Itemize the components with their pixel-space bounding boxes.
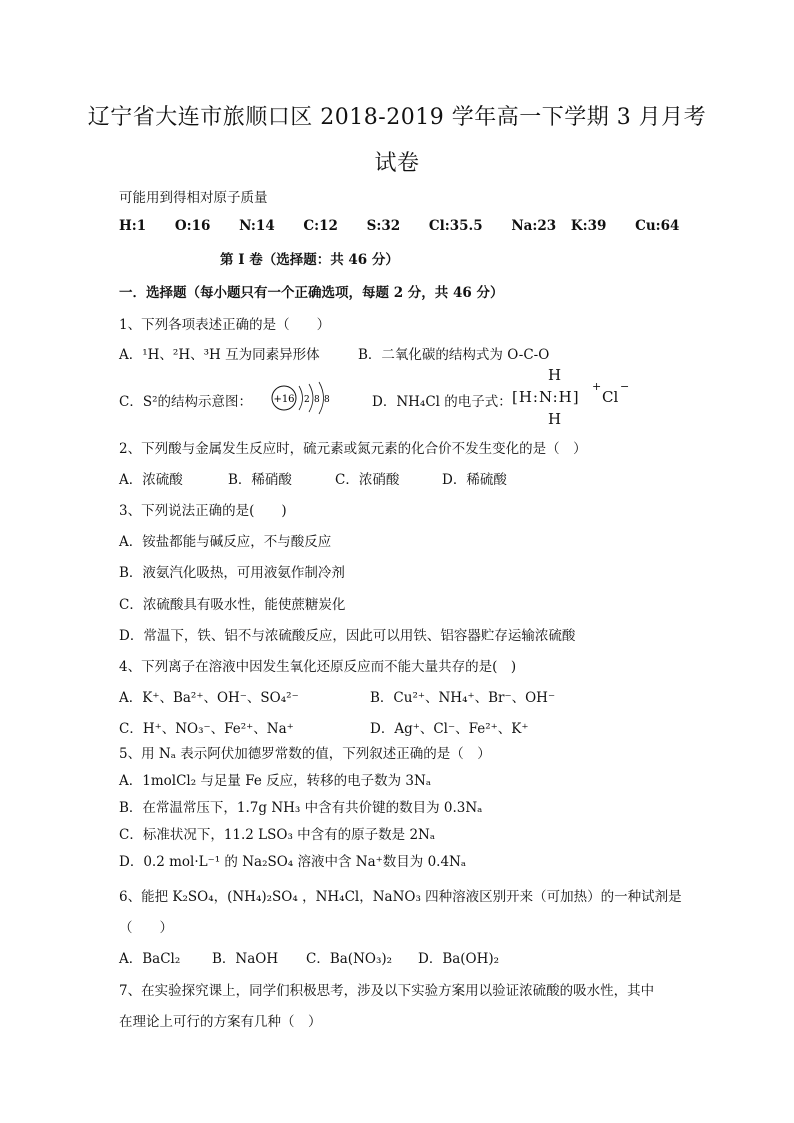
atomic-mass-cl: Cl:35.5 [428, 218, 483, 234]
q5-option-b: B．在常温常压下，1.7g NH₃ 中含有共价键的数目为 0.3Nₐ [119, 800, 483, 816]
q6-stem: 6、能把 K₂SO₄，(NH₄)₂SO₄ ，NH₄Cl，NaNO₃ 四种溶液区别开来（可加热）的一种试剂是 [119, 889, 682, 905]
q5-option-d: D．0.2 mol·L⁻¹ 的 Na₂SO₄ 溶液中含 Na⁺数目为 0.4Nₐ [119, 854, 467, 870]
q2-option-c: C．浓硝酸 [335, 472, 400, 488]
electron-formula-cl-charge: − [620, 380, 630, 393]
atomic-mass-k: K:39 [570, 218, 607, 234]
exam-title-line2: 试卷 [374, 151, 420, 176]
q2-option-d: D．稀硫酸 [442, 472, 507, 488]
q5-option-c: C．标准状况下，11.2 LSO₃ 中含有的原子数是 2Nₐ [119, 827, 436, 843]
q7-stem-line2: 在理论上可行的方案有几种（ ） [119, 1014, 322, 1030]
q4-option-c: C．H⁺、NO₃⁻、Fe²⁺、Na⁺ [119, 721, 294, 737]
q1-option-b: B．二氧化碳的结构式为 O-C-O [358, 347, 550, 363]
nucleus-charge: +16 [273, 394, 295, 405]
shell-count-2: 8 [314, 395, 320, 405]
q1-stem: 1、下列各项表述正确的是（ ） [119, 317, 331, 333]
q3-stem: 3、下列说法正确的是( ) [119, 503, 287, 519]
atomic-mass-c: C:12 [303, 218, 338, 234]
q6-option-d: D．Ba(OH)₂ [418, 951, 500, 967]
q3-option-c: C．浓硫酸具有吸水性，能使蔗糖炭化 [119, 597, 346, 613]
atomic-mass-n: N:14 [239, 218, 275, 234]
ammonium-chloride-electron-formula [512, 366, 632, 426]
atomic-mass-o: O:16 [174, 218, 211, 234]
q7-stem-line1: 7、在实验探究课上，同学们积极思考，涉及以下实验方案用以验证浓硫酸的吸水性，其中 [119, 983, 655, 999]
q2-option-b: B．稀硝酸 [228, 472, 292, 488]
electron-formula-h-bottom: H [548, 410, 562, 428]
q2-stem: 2、下列酸与金属发生反应时，硫元素或氮元素的化合价不发生变化的是（ ） [119, 441, 587, 457]
q1-option-c: C．S²的结构示意图： [119, 394, 252, 410]
q6-answer-paren: （ ） [119, 920, 173, 936]
q4-option-a: A．K⁺、Ba²⁺、OH⁻、SO₄²⁻ [119, 690, 299, 706]
q4-stem: 4、下列离子在溶液中因发生氧化还原反应而不能大量共存的是( ) [119, 659, 517, 675]
electron-formula-h-top: H [548, 366, 562, 384]
q5-stem: 5、用 Nₐ 表示阿伏加德罗常数的值，下列叙述正确的是（ ） [119, 746, 491, 762]
atomic-mass-h: H:1 [119, 218, 147, 234]
q3-option-d: D．常温下，铁、铝不与浓硫酸反应，因此可以用铁、铝容器贮存运输浓硫酸 [119, 628, 576, 644]
part-title: 第 I 卷（选择题：共 46 分） [220, 252, 399, 268]
q4-option-d: D．Ag⁺、Cl⁻、Fe²⁺、K⁺ [370, 721, 529, 737]
q6-option-c: C．Ba(NO₃)₂ [306, 951, 393, 967]
section-title: 一．选择题（每小题只有一个正确选项，每题 2 分，共 46 分） [119, 285, 504, 301]
electron-formula-row: [H:N:H] [512, 388, 580, 406]
electron-shell-1 [299, 386, 303, 410]
q6-option-a: A．BaCl₂ [119, 951, 181, 967]
exam-title-line1: 辽宁省大连市旅顺口区 2018-2019 学年高一下学期 3 月月考 [87, 105, 707, 130]
q3-option-b: B．液氨汽化吸热，可用液氨作制冷剂 [119, 565, 345, 581]
electron-formula-cl: Cl [602, 388, 619, 406]
q6-option-b: B．NaOH [212, 951, 279, 967]
q1-option-d: D．NH₄Cl 的电子式： [372, 394, 512, 410]
q3-option-a: A．铵盐都能与碱反应，不与酸反应 [119, 534, 332, 550]
q2-option-a: A．浓硫酸 [119, 472, 183, 488]
electron-formula-charge: + [592, 380, 602, 393]
atomic-mass-intro: 可能用到得相对原子质量 [119, 190, 268, 206]
q4-option-b: B．Cu²⁺、NH₄⁺、Br⁻、OH⁻ [370, 690, 556, 706]
shell-count-3: 8 [324, 395, 330, 405]
atomic-mass-cu: Cu:64 [635, 218, 680, 234]
q1-option-a: A．¹H、²H、³H 互为同素异形体 [119, 347, 320, 363]
atomic-mass-list [119, 218, 703, 234]
atomic-mass-na: Na:23 [511, 218, 557, 234]
atomic-mass-s: S:32 [366, 218, 401, 234]
shell-count-1: 2 [304, 395, 310, 405]
sulfur-ion-structure-diagram [268, 378, 338, 418]
q5-option-a: A．1molCl₂ 与足量 Fe 反应，转移的电子数为 3Nₐ [119, 773, 432, 789]
